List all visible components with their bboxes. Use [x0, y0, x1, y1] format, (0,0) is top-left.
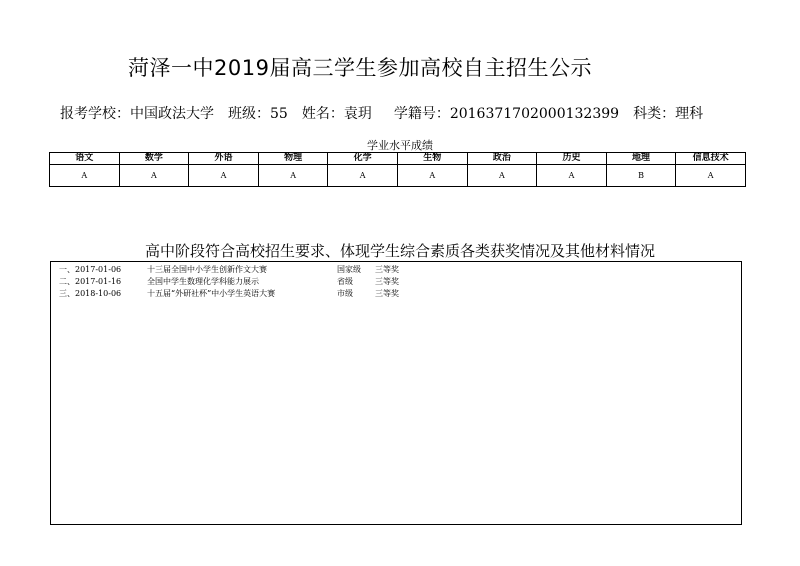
grade-cell: A: [467, 165, 537, 187]
awards-section-title: 高中阶段符合高校招生要求、体现学生综合素质各类获奖情况及其他材料情况: [144, 242, 655, 260]
award-level: 省级: [337, 277, 353, 286]
grade-cell: A: [537, 165, 607, 187]
award-date: 二、2017-01-16: [59, 277, 122, 286]
grade-cell: A: [676, 165, 746, 187]
student-info: [60, 103, 703, 123]
award-prize: 三等奖: [375, 289, 399, 298]
page-title: 菏泽一中2019届高三学生参加高校自主招生公示: [128, 56, 592, 80]
school-label: 报考学校：: [60, 106, 130, 122]
grade-cell: A: [258, 165, 328, 187]
subject-cell: 外语: [189, 153, 259, 165]
subject-cell: 物理: [258, 153, 328, 165]
name-label: 姓名：: [301, 106, 344, 122]
award-date: 一、2017-01-06: [59, 265, 122, 274]
grade-cell: A: [189, 165, 259, 187]
grade-cell: A: [50, 165, 120, 187]
class-value: 55: [270, 106, 288, 122]
scores-grade-row: [50, 165, 746, 187]
track-value: 理科: [675, 106, 704, 122]
id-label: 学籍号：: [393, 106, 450, 122]
school-value: 中国政法大学: [130, 106, 214, 122]
subject-cell: 地理: [606, 153, 676, 165]
subject-cell: 生物: [397, 153, 467, 165]
award-name: 全国中学生数理化学科能力展示: [147, 277, 259, 286]
subject-cell: 历史: [537, 153, 607, 165]
award-name: 十三届全国中小学生创新作文大赛: [147, 265, 267, 274]
grade-cell: A: [119, 165, 189, 187]
scores-table: [49, 152, 746, 187]
award-name: 十五届“外研社杯”中小学生英语大赛: [147, 289, 276, 298]
grade-cell: A: [397, 165, 467, 187]
subject-cell: 政治: [467, 153, 537, 165]
scores-caption: 学业水平成绩: [367, 139, 433, 152]
track-label: 科类：: [633, 106, 676, 122]
award-level: 市级: [337, 289, 353, 298]
award-prize: 三等奖: [375, 265, 399, 274]
award-prize: 三等奖: [375, 277, 399, 286]
subject-cell: 数学: [119, 153, 189, 165]
award-level: 国家级: [337, 265, 361, 274]
scores-header-row: [50, 153, 746, 165]
subject-cell: 化学: [328, 153, 398, 165]
id-value: 2016371702000132399: [449, 106, 620, 122]
grade-cell: A: [328, 165, 398, 187]
grade-cell: B: [606, 165, 676, 187]
name-value: 袁玥: [343, 106, 372, 122]
award-date: 三、2018-10-06: [59, 289, 122, 298]
subject-cell: 语文: [50, 153, 120, 165]
subject-cell: 信息技术: [676, 153, 746, 165]
awards-box: [50, 261, 742, 525]
class-label: 班级：: [228, 106, 270, 122]
